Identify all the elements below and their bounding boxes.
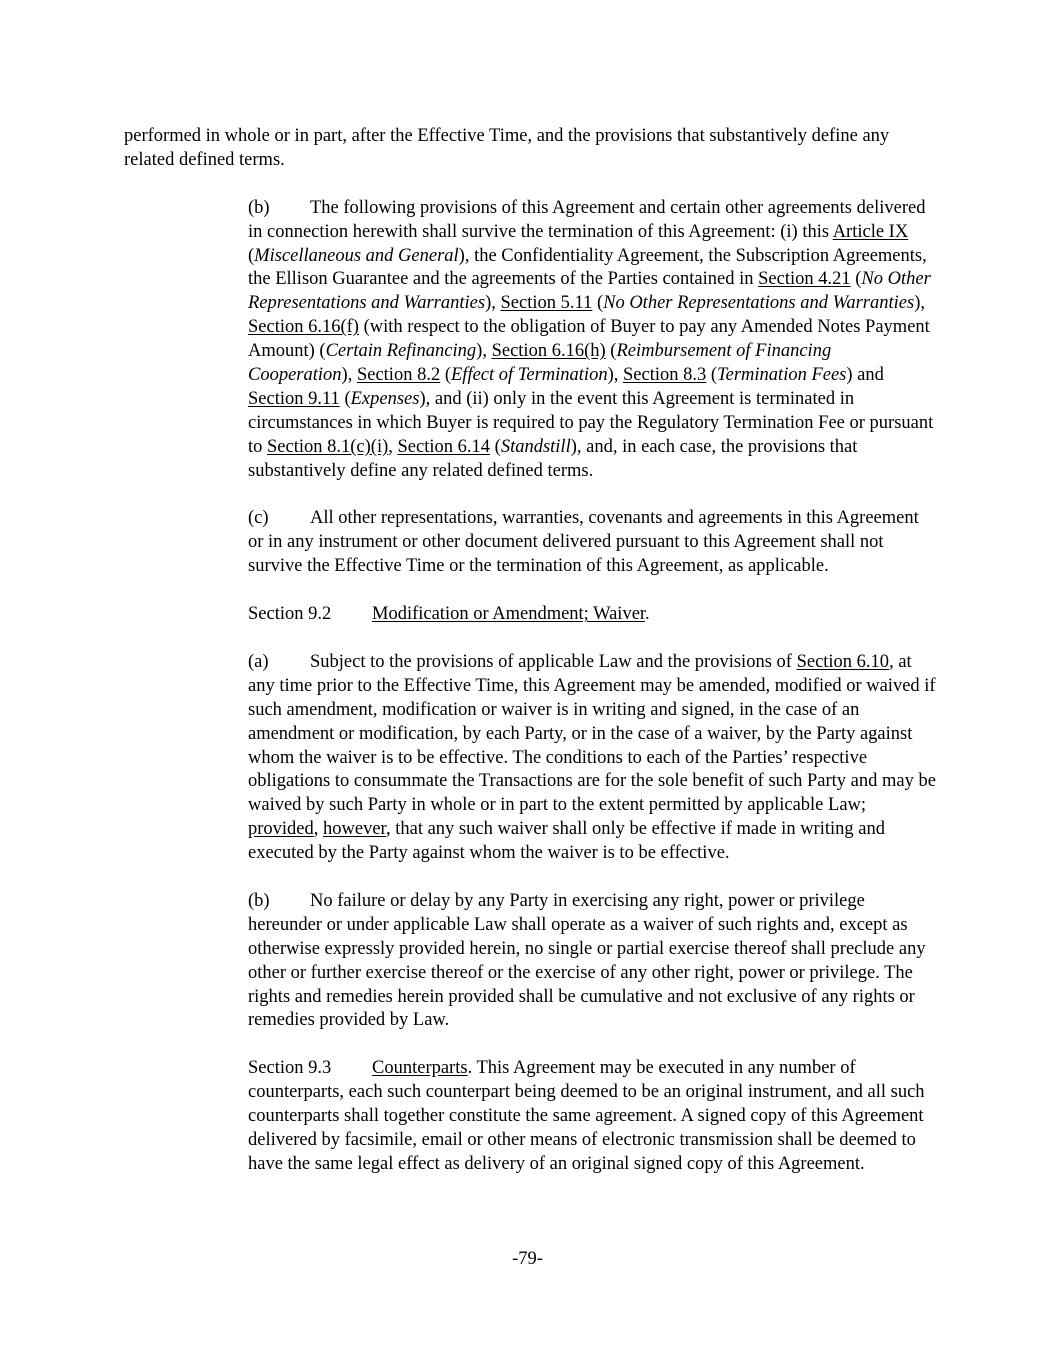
text-run: The following provisions of this Agreement and certain other agreements delivered in connection herewith shall survive the termination of this Agreement: (i) this <box>248 197 926 242</box>
italic-caption: Certain Refinancing <box>325 341 477 362</box>
cross-reference-section-8-1-c-i: Section 8.1(c)(i) <box>267 436 389 457</box>
text-run: . <box>645 604 650 625</box>
section-9-3 <box>124 1057 936 1177</box>
paragraph-9-2-b <box>124 890 936 1033</box>
text-run: (with respect to the obligation of Buyer to pay any Amended Notes Payment Amount) ( <box>248 317 930 362</box>
cross-reference-section-8-2: Section 8.2 <box>356 365 441 386</box>
section-number: Section 9.3 <box>248 1058 332 1079</box>
cross-reference-section-8-3: Section 8.3 <box>623 365 707 386</box>
paragraph-text: performed in whole or in part, after the Effective Time, and the provisions that substantively define any related defined terms. <box>124 126 890 170</box>
italic-caption: Standstill <box>500 436 571 457</box>
section-title: Counterparts <box>372 1058 468 1079</box>
clause-label: (a) <box>248 651 269 672</box>
cross-reference-section-6-14: Section 6.14 <box>397 436 491 457</box>
text-run: ( <box>850 269 862 290</box>
text-run: ), <box>914 293 925 314</box>
text-run: ), and, in each case, the provisions that substantively define any related defined terms. <box>248 436 858 481</box>
defined-term-however: however <box>323 819 386 840</box>
text-run: ( <box>490 436 501 457</box>
paragraph-9-1-b <box>124 197 936 484</box>
text-run: ( <box>605 341 617 362</box>
paragraph-9-1-c <box>124 507 936 579</box>
italic-caption: Miscellaneous and General <box>254 245 459 266</box>
text-run: ), the Confidentiality Agreement, the Subscription Agreements, the Ellison Guarantee and the agreements of the Parties contained in <box>248 245 927 290</box>
paragraph-9-2-a <box>124 651 936 866</box>
italic-caption: Termination Fees <box>717 365 847 386</box>
cross-reference-section-6-10: Section 6.10 <box>796 651 890 672</box>
italic-caption: Reimbursement of Financing Cooperation <box>248 341 832 386</box>
cross-reference-section-6-16-h: Section 6.16(h) <box>491 341 606 362</box>
text-run: ( <box>706 365 718 386</box>
text-run: ( <box>248 245 255 266</box>
section-number: Section 9.2 <box>248 604 332 625</box>
paragraph-text: All other representations, warranties, covenants and agreements in this Agreement or in any instrument or other document delivered pursuant to this Agreement shall not survive the Effective Time or the termination of this Agreement, as applicable. <box>248 508 919 577</box>
italic-caption: No Other Representations and Warranties <box>603 293 915 314</box>
cross-reference-section-4-21: Section 4.21 <box>758 269 851 290</box>
text-run: , <box>313 819 324 840</box>
clause-label: (c) <box>248 508 269 529</box>
text-run: ), <box>341 365 357 386</box>
paragraph-text: No failure or delay by any Party in exercising any right, power or privilege hereunder or under applicable Law shall operate as a waiver of such rights and, except as otherwise expressly provided herein, no single or partial exercise thereof shall preclude any other or further exercise thereof or the exercise of any other right, power or privilege. The rights and remedies herein provided shall be cumulative and not exclusive of any rights or remedies provided by Law. <box>248 890 926 1031</box>
cross-reference-section-9-11: Section 9.11 <box>248 388 340 409</box>
text-run: ), <box>476 341 492 362</box>
text-run: , <box>388 436 398 457</box>
italic-caption: Effect of Termination <box>451 365 608 386</box>
section-title: Modification or Amendment; Waiver <box>372 604 646 625</box>
cross-reference-article-ix: Article IX <box>832 221 909 242</box>
text-run: , at any time prior to the Effective Time, this Agreement may be amended, modified or waived if such amendment, modification or waiver is in writing and signed, in the case of an amendment or modification, by each Party, or in the case of a waiver, by the Party against whom the waiver is to be effective. The conditions to each of the Parties’ respective obligations to consummate the Transactions are for the sole benefit of such Party and may be waived by such Party in whole or in part to the extent permitted by applicable Law; <box>248 651 936 816</box>
italic-caption: No Other Representations and Warranties <box>248 269 931 314</box>
text-run: ( <box>592 293 604 314</box>
text-run: ), and (ii) only in the event this Agreement is terminated in circumstances in which Buyer is required to pay the Regulatory Termination Fee or pursuant to <box>248 388 934 457</box>
page-number: -79- <box>512 1249 543 1269</box>
text-run: Subject to the provisions of applicable Law and the provisions of <box>310 651 797 672</box>
cross-reference-section-6-16-f: Section 6.16(f) <box>248 317 359 338</box>
paragraph-intro <box>124 125 936 173</box>
text-run: , that any such waiver shall only be effective if made in writing and executed by the Party against whom the waiver is to be effective. <box>248 819 885 864</box>
italic-caption: Expenses <box>350 388 420 409</box>
defined-term-provided: provided <box>248 819 314 840</box>
text-run: ), <box>485 293 501 314</box>
clause-label: (b) <box>248 890 270 911</box>
section-9-2-heading <box>124 603 936 627</box>
text-run: ( <box>440 365 451 386</box>
cross-reference-section-5-11: Section 5.11 <box>500 293 593 314</box>
paragraph-text: . This Agreement may be executed in any number of counterparts, each such counterpart being deemed to be an original instrument, and all such counterparts shall together constitute the same agreement. A signed copy of this Agreement delivered by facsimile, email or other means of electronic transmission shall be deemed to have the same legal effect as delivery of an original signed copy of this Agreement. <box>248 1058 925 1174</box>
text-run: ), <box>607 365 623 386</box>
document-page <box>124 125 936 1177</box>
clause-label: (b) <box>248 197 270 218</box>
text-run: ) and <box>846 365 884 386</box>
text-run: ( <box>339 388 351 409</box>
